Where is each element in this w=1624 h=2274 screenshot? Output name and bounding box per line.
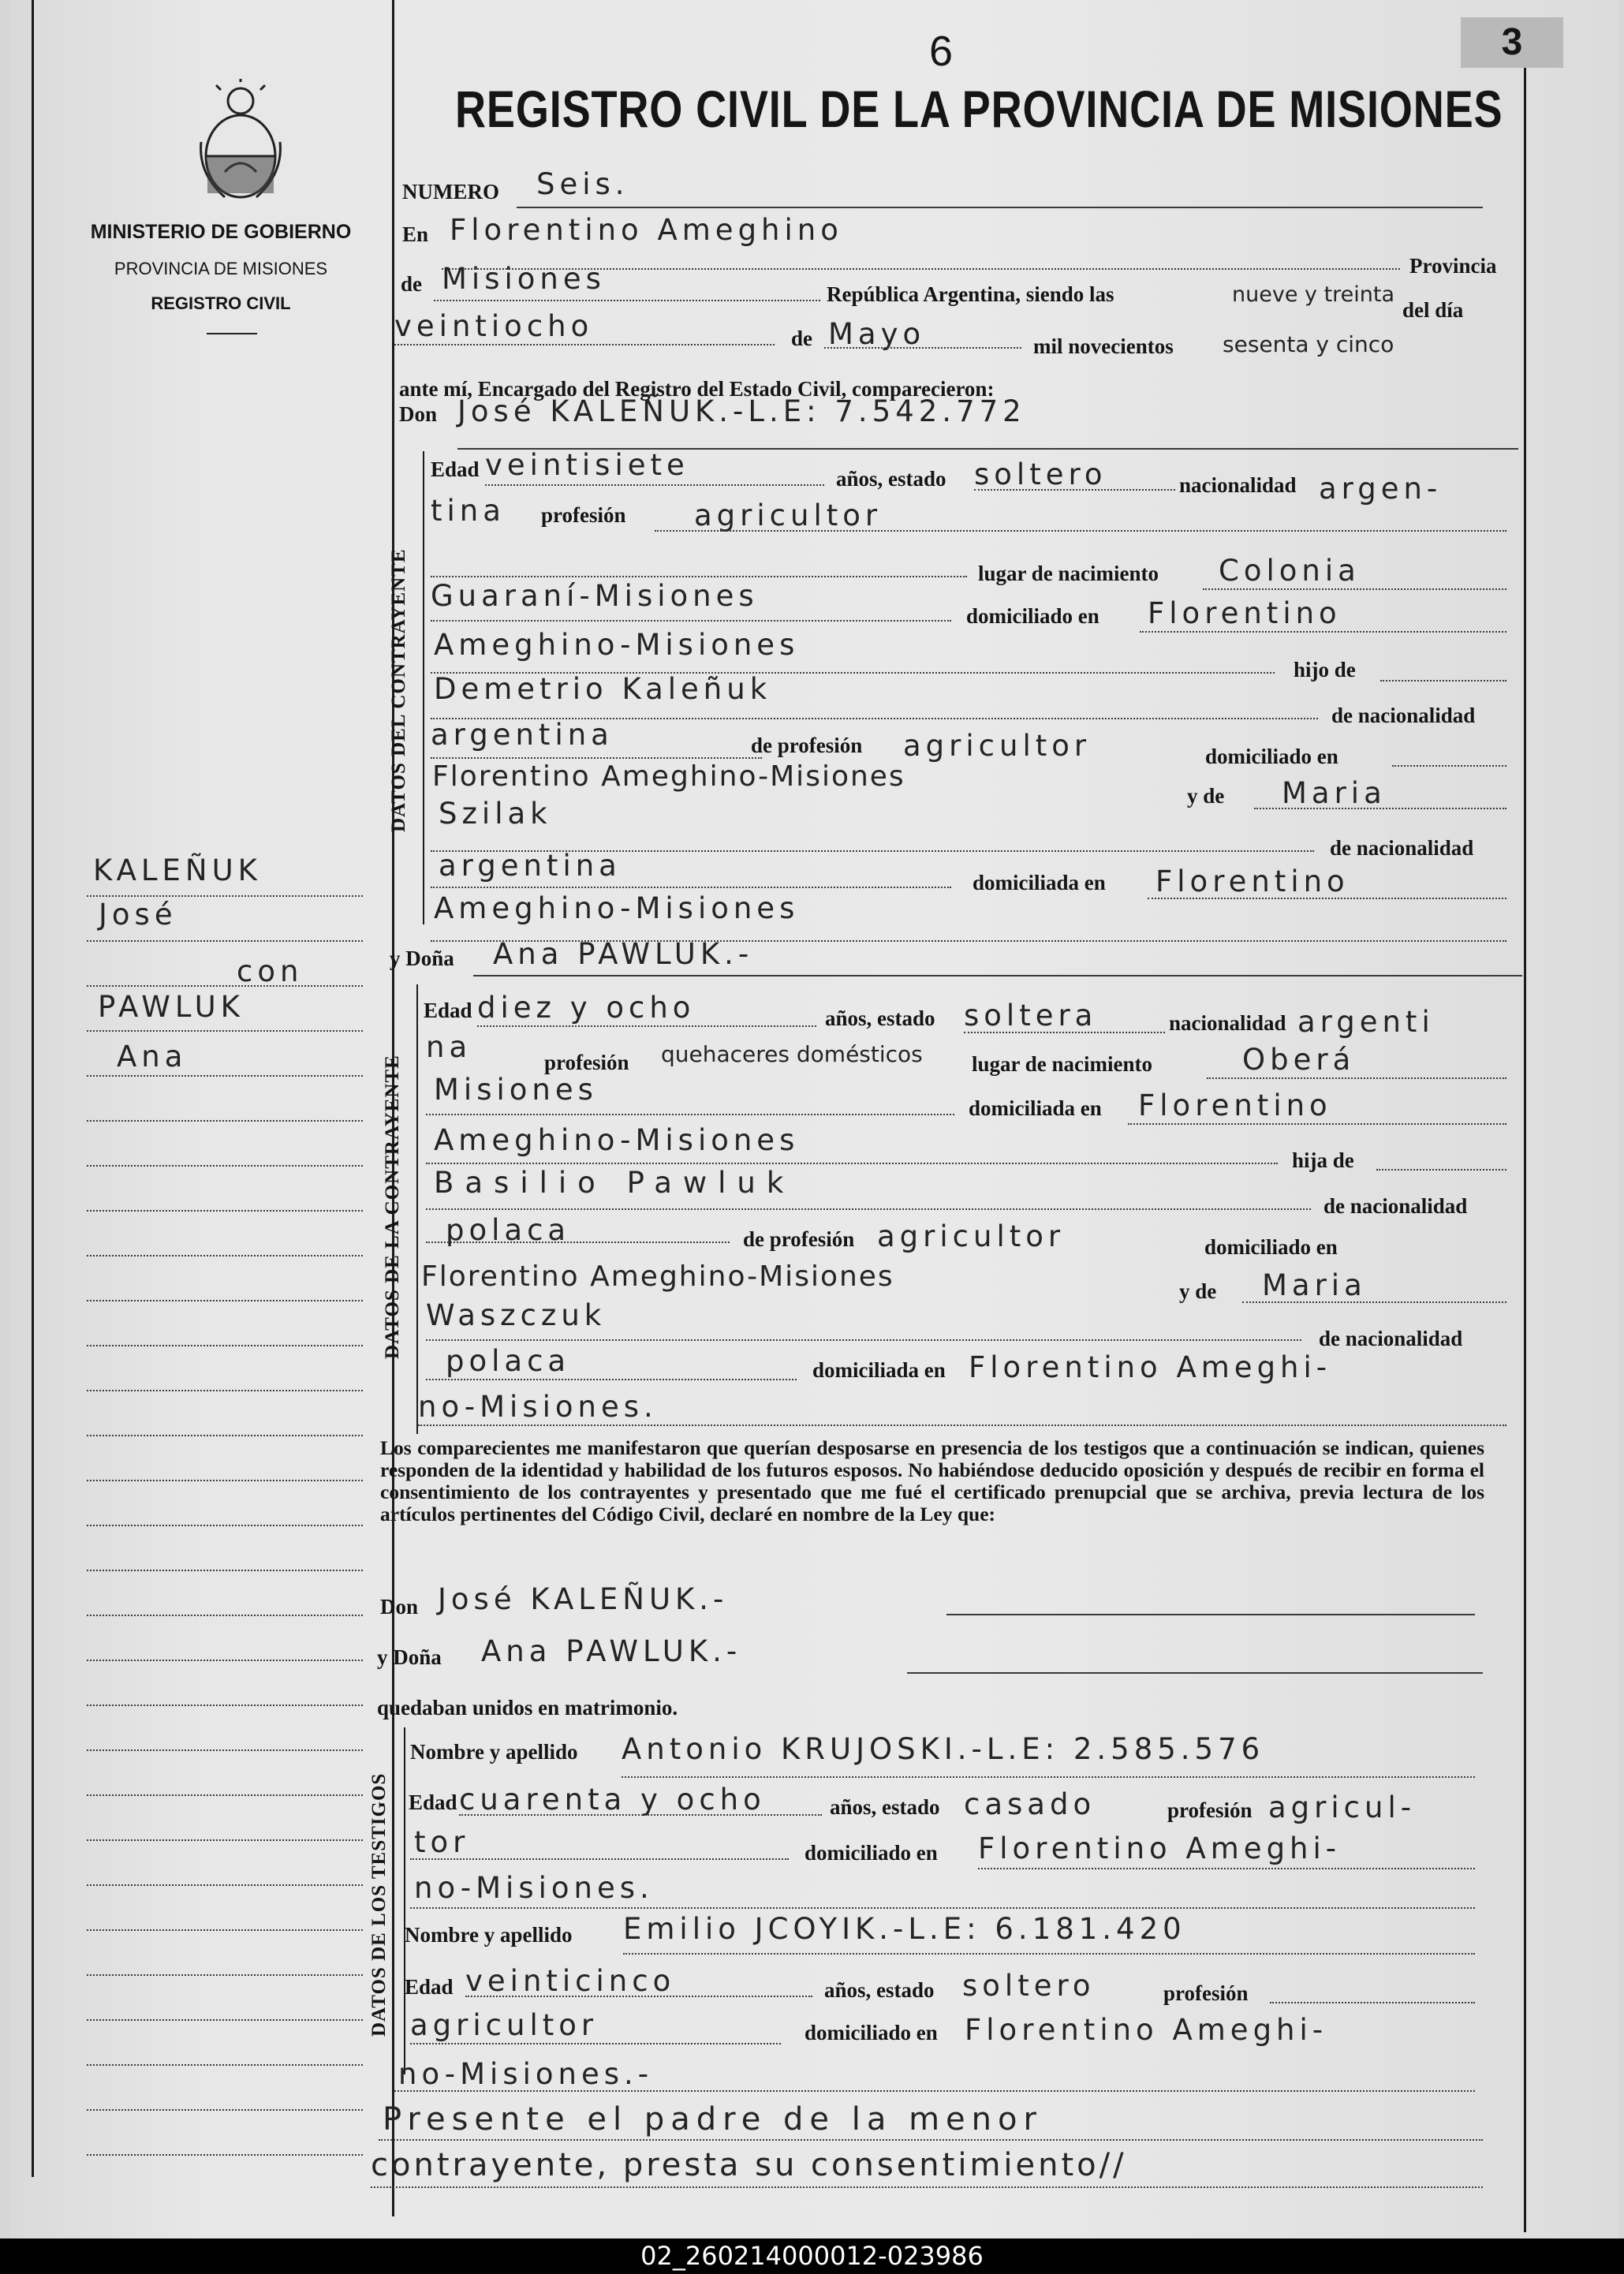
mil-label: mil novecientos [1033, 334, 1174, 358]
margin-rule [87, 895, 363, 897]
contrayenta-edad: diez y ocho [477, 991, 696, 1025]
contrayente-profesion-label: profesión [541, 503, 626, 527]
coat-of-arms-icon [197, 79, 284, 205]
rule [410, 2043, 781, 2044]
testigo2-estado: soltero [962, 1969, 1096, 2003]
contrayenta-hija-label: hija de [1292, 1148, 1354, 1172]
margin-rule [87, 1615, 363, 1616]
margin-rule [87, 2154, 363, 2156]
contrayente-padre: Demetrio Kaleñuk [434, 672, 772, 706]
contrayente-edad: veintisiete [485, 448, 689, 482]
provincia-label: Provincia [1409, 254, 1497, 278]
rule [394, 344, 775, 345]
contrayente-domicilio-label: domiciliado en [966, 604, 1099, 628]
margin-rule [87, 1300, 363, 1301]
rule [485, 484, 824, 486]
rule [426, 1163, 1278, 1164]
margin-note-con: con [237, 954, 304, 988]
closing-line-2: contrayente, presta su consentimiento// [371, 2147, 1127, 2183]
contrayente-lugar-label: lugar de nacimiento [978, 562, 1159, 585]
rule [1254, 808, 1506, 809]
margin-rule [87, 1435, 363, 1436]
rule [1207, 1077, 1506, 1079]
contrayenta-padre-dom: Florentino Ameghino-Misiones [421, 1260, 894, 1293]
contrayenta-domicilio-label: domiciliada en [969, 1096, 1102, 1120]
testigo2-prof-label: profesión [1163, 1981, 1249, 2005]
de-label: de [401, 272, 422, 296]
page-number: 6 [929, 28, 954, 75]
rule [459, 1814, 822, 1816]
margin-rule [87, 2109, 363, 2111]
testigo1-dom-2: no-Misiones. [414, 1871, 654, 1905]
de-value: Misiones [442, 262, 606, 296]
declaration-don: José KALEÑUK.- [438, 1582, 729, 1616]
don-value: José KALEÑUK.-L.E: 7.542.772 [457, 394, 1026, 428]
rule [410, 1858, 789, 1860]
rule [1203, 588, 1506, 590]
rule [426, 1379, 797, 1380]
rule [1128, 1123, 1506, 1125]
contrayenta-madre-nac-label: de nacionalidad [1319, 1327, 1463, 1350]
rule [1392, 765, 1506, 767]
contrayenta-domicilio-1: Florentino [1138, 1088, 1332, 1122]
contrayente-madre-dom-2: Ameghino-Misiones [434, 891, 800, 925]
margin-rule [87, 1974, 363, 1976]
rule [431, 620, 951, 622]
contrayente-domicilio-2: Ameghino-Misiones [434, 628, 800, 662]
margin-rule [87, 1525, 363, 1526]
rule [431, 757, 762, 759]
contrayente-domicilio-1: Florentino [1148, 596, 1342, 630]
rule [1376, 1169, 1506, 1171]
margin-rule [87, 1255, 363, 1256]
contrayenta-padre-dom-label: domiciliado en [1204, 1235, 1338, 1259]
contrayente-nac-label: nacionalidad [1179, 473, 1297, 497]
testigo2-prof: agricultor [410, 2008, 599, 2042]
rule [1242, 1301, 1506, 1303]
contrayenta-profesion-label: profesión [544, 1051, 629, 1074]
contrayenta-edad-label: Edad [424, 999, 472, 1022]
closing-line-1: Presente el padre de la menor [383, 2101, 1043, 2138]
margin-rule [87, 1480, 363, 1481]
contrayente-anios-label: años, estado [836, 467, 946, 491]
testigo2-dom-label: domiciliado en [805, 2021, 938, 2044]
dia-value: veintiocho [394, 309, 594, 343]
contrayente-side-label: DATOS DEL CONTRAYENTE [388, 548, 409, 832]
rule [434, 300, 820, 301]
margin-rule [87, 1884, 363, 1886]
contrayente-y-de-label: y de [1187, 784, 1225, 808]
contrayente-padre-prof: agricultor [903, 729, 1092, 763]
rule [426, 1242, 730, 1243]
margin-rule [87, 1570, 363, 1571]
contrayenta-profesion: quehaceres domésticos [661, 1041, 923, 1067]
declaration-quedaban: quedaban unidos en matrimonio. [377, 1696, 678, 1720]
rule [1380, 680, 1506, 681]
contrayenta-madre-nac: polaca [446, 1344, 571, 1378]
rule [1140, 631, 1506, 633]
rule [473, 975, 1522, 976]
testigo1-nombre-label: Nombre y apellido [410, 1740, 578, 1764]
file-id: 02_260214000012-023986 [640, 2241, 984, 2271]
contrayente-padre-dom-label: domiciliado en [1205, 745, 1338, 768]
testigo2-dom-2: no-Misiones.- [398, 2057, 654, 2091]
margin-rule [87, 1390, 363, 1391]
rule [431, 887, 951, 888]
rule [410, 1907, 1475, 1909]
contrayenta-padre: Basilio Pawluk [434, 1166, 795, 1200]
contrayente-bracket [423, 451, 424, 924]
rule [426, 1114, 954, 1115]
dona-value: Ana PAWLUK.- [493, 937, 754, 971]
contrayente-madre-1: Maria [1282, 776, 1387, 810]
testigo1-dom-1: Florentino Ameghi- [978, 1832, 1342, 1865]
contrayenta-madre-1: Maria [1262, 1268, 1367, 1302]
rule [1148, 898, 1506, 899]
declaration-don-label: Don [380, 1595, 419, 1619]
margin-rule [87, 2064, 363, 2066]
testigo1-anios-label: años, estado [830, 1795, 940, 1819]
testigo1-edad: cuarenta y ocho [459, 1783, 766, 1817]
stamp-number: 3 [1461, 17, 1563, 68]
testigo2-edad: veinticinco [465, 1964, 676, 1998]
don-label: Don [399, 402, 438, 426]
testigo1-prof-label: profesión [1167, 1798, 1253, 1822]
rule [974, 489, 1175, 491]
testigo1-edad-label: Edad [409, 1790, 457, 1814]
del-dia-label: del día [1402, 298, 1464, 322]
declaration-text: Los comparecientes me manifestaron que querían desposarse en presencia de los testigos que a continuación se indican, quienes responden de la identidad y habilidad de los futuros esposos. No habiéndose deducido oposición y después de recibir en forma el consentimiento de los contrayentes y presentado que me fué el certificado prenupcial que se archiva, previa lectura de los artículos pertinentes del Código Civil, declaré en nombre de la Ley que: [380, 1436, 1484, 1525]
hora-value: nueve y treinta [1232, 282, 1395, 307]
rule [978, 1868, 1475, 1869]
contrayente-nac-2: tina [431, 494, 506, 528]
republica-label: República Argentina, siendo las [827, 282, 1114, 306]
contrayenta-nac-label: nacionalidad [1169, 1011, 1286, 1035]
mes-value: Mayo [828, 317, 926, 351]
contrayenta-padre-nac-label: de nacionalidad [1323, 1194, 1468, 1218]
en-label: En [402, 222, 429, 246]
contrayente-lugar-2: Guaraní-Misiones [431, 579, 759, 613]
rule [379, 2139, 1483, 2141]
margin-rule [87, 985, 363, 987]
ministry-name: MINISTERIO DE GOBIERNO [90, 221, 352, 243]
testigo2-edad-label: Edad [405, 1975, 454, 1999]
rule [622, 1776, 1475, 1778]
testigos-side-label: DATOS DE LOS TESTIGOS [368, 1772, 390, 2037]
rule [1270, 2002, 1475, 2003]
testigo2-nombre: Emilio JCOYIK.-L.E: 6.181.420 [623, 1912, 1186, 1946]
rule [824, 347, 1021, 349]
margin-rule [87, 1075, 363, 1077]
contrayenta-anios-label: años, estado [825, 1006, 935, 1030]
contrayente-madre-dom-label: domiciliada en [973, 871, 1106, 894]
rule [517, 207, 1483, 208]
margin-rule [87, 1660, 363, 1661]
contrayente-lugar-1: Colonia [1219, 554, 1361, 588]
rule [946, 1614, 1475, 1615]
contrayenta-padre-prof-label: de profesión [743, 1227, 855, 1251]
margin-rule [87, 1210, 363, 1212]
rule [431, 576, 967, 577]
margin-rule [87, 1749, 363, 1751]
margin-rule [87, 1165, 363, 1167]
contrayente-nac-1: argen- [1319, 472, 1443, 506]
contrayenta-lugar-1: Oberá [1242, 1043, 1356, 1077]
margin-rule [87, 1705, 363, 1706]
contrayenta-madre-2: Waszczuk [426, 1298, 607, 1332]
contrayente-madre-2: Szilak [439, 797, 552, 831]
contrayenta-madre-dom-1: Florentino Ameghi- [969, 1350, 1332, 1384]
margin-rule [87, 1345, 363, 1346]
testigo1-dom-label: domiciliado en [805, 1841, 938, 1865]
rule [964, 1032, 1165, 1033]
contrayenta-side-label: DATOS DE LA CONTRAYENTE [382, 1055, 403, 1359]
margin-rule [87, 940, 363, 942]
declaration-dona-label: y Doña [377, 1645, 442, 1669]
contrayente-profesion: agricultor [694, 498, 883, 532]
rule [371, 2186, 1483, 2188]
document-title: REGISTRO CIVIL DE LA PROVINCIA DE MISIONES [455, 80, 1503, 138]
testigo1-estado: casado [964, 1787, 1096, 1821]
margin-note-name: José [99, 898, 177, 932]
contrayenta-padre-nac: polaca [446, 1213, 571, 1247]
contrayenta-madre-dom-2: no-Misiones. [418, 1390, 658, 1424]
contrayente-madre-nac-label: de nacionalidad [1330, 836, 1474, 860]
numero-value: Seis. [536, 167, 629, 201]
ante-label: ante mí, Encargado del Registro del Estado Civil, comparecieron: [399, 377, 995, 401]
contrayenta-domicilio-2: Ameghino-Misiones [434, 1123, 800, 1157]
testigo1-nombre: Antonio KRUJOSKI.-L.E: 2.585.576 [622, 1732, 1265, 1766]
contrayenta-nac-1: argenti [1297, 1005, 1435, 1039]
contrayenta-lugar-2: Misiones [434, 1073, 598, 1107]
contrayente-madre-dom-1: Florentino [1155, 864, 1350, 898]
ministry-province: PROVINCIA DE MISIONES [114, 259, 328, 278]
ministry-underline [207, 333, 257, 334]
rule [655, 530, 1506, 532]
testigo2-dom-1: Florentino Ameghi- [965, 2013, 1328, 2047]
rule [465, 1996, 812, 1997]
margin-rule [87, 1120, 363, 1122]
contrayente-hijo-label: hijo de [1294, 658, 1356, 681]
margin-note-surname-2: PAWLUK [98, 990, 245, 1024]
rule [477, 1025, 816, 1027]
declaration-dona: Ana PAWLUK.- [481, 1634, 742, 1668]
contrayente-padre-dom: Florentino Ameghino-Misiones [432, 760, 905, 793]
margin-note-name-2: Ana [117, 1040, 188, 1074]
contrayente-madre-nac: argentina [439, 849, 622, 883]
rule [426, 1339, 1301, 1341]
contrayenta-y-de-label: y de [1179, 1279, 1217, 1303]
dona-label: y Doña [390, 947, 454, 970]
contrayenta-nac-2: na [426, 1030, 472, 1064]
right-column-rule [1524, 32, 1526, 2232]
contrayente-edad-label: Edad [431, 457, 480, 481]
testigo2-anios-label: años, estado [824, 1978, 935, 2002]
contrayente-padre-nac-label: de nacionalidad [1331, 704, 1476, 727]
margin-rule [87, 2019, 363, 2021]
contrayenta-estado: soltera [964, 999, 1098, 1032]
margin-rule [87, 1030, 363, 1032]
en-value: Florentino Ameghino [450, 213, 843, 247]
rule [394, 2090, 1475, 2092]
contrayenta-bracket [416, 984, 418, 1434]
contrayente-estado: soltero [974, 457, 1107, 491]
left-edge-rule [32, 0, 34, 2177]
ministry-registry: REGISTRO CIVIL [151, 293, 291, 313]
contrayente-padre-nac: argentina [431, 718, 614, 752]
margin-rule [87, 1794, 363, 1796]
contrayenta-padre-prof: agricultor [877, 1219, 1066, 1253]
rule [426, 1208, 1311, 1210]
margin-rule [87, 1929, 363, 1931]
testigos-bracket [404, 1727, 405, 2074]
rule [907, 1672, 1483, 1674]
margin-note-surname: KALEÑUK [93, 853, 262, 887]
testigo2-nombre-label: Nombre y apellido [405, 1923, 573, 1947]
anio-value: sesenta y cinco [1223, 331, 1394, 357]
contrayenta-lugar-label: lugar de nacimiento [972, 1052, 1152, 1076]
rule [623, 1953, 1475, 1955]
rule [418, 1425, 1506, 1426]
contrayente-padre-prof-label: de profesión [751, 734, 863, 757]
numero-label: NUMERO [402, 180, 499, 204]
margin-rule [87, 1839, 363, 1841]
testigo1-prof-2: tor [414, 1825, 470, 1859]
contrayenta-madre-dom-label: domiciliada en [812, 1358, 946, 1382]
testigo1-prof-1: agricul- [1268, 1790, 1417, 1824]
de-mes-label: de [791, 327, 812, 350]
